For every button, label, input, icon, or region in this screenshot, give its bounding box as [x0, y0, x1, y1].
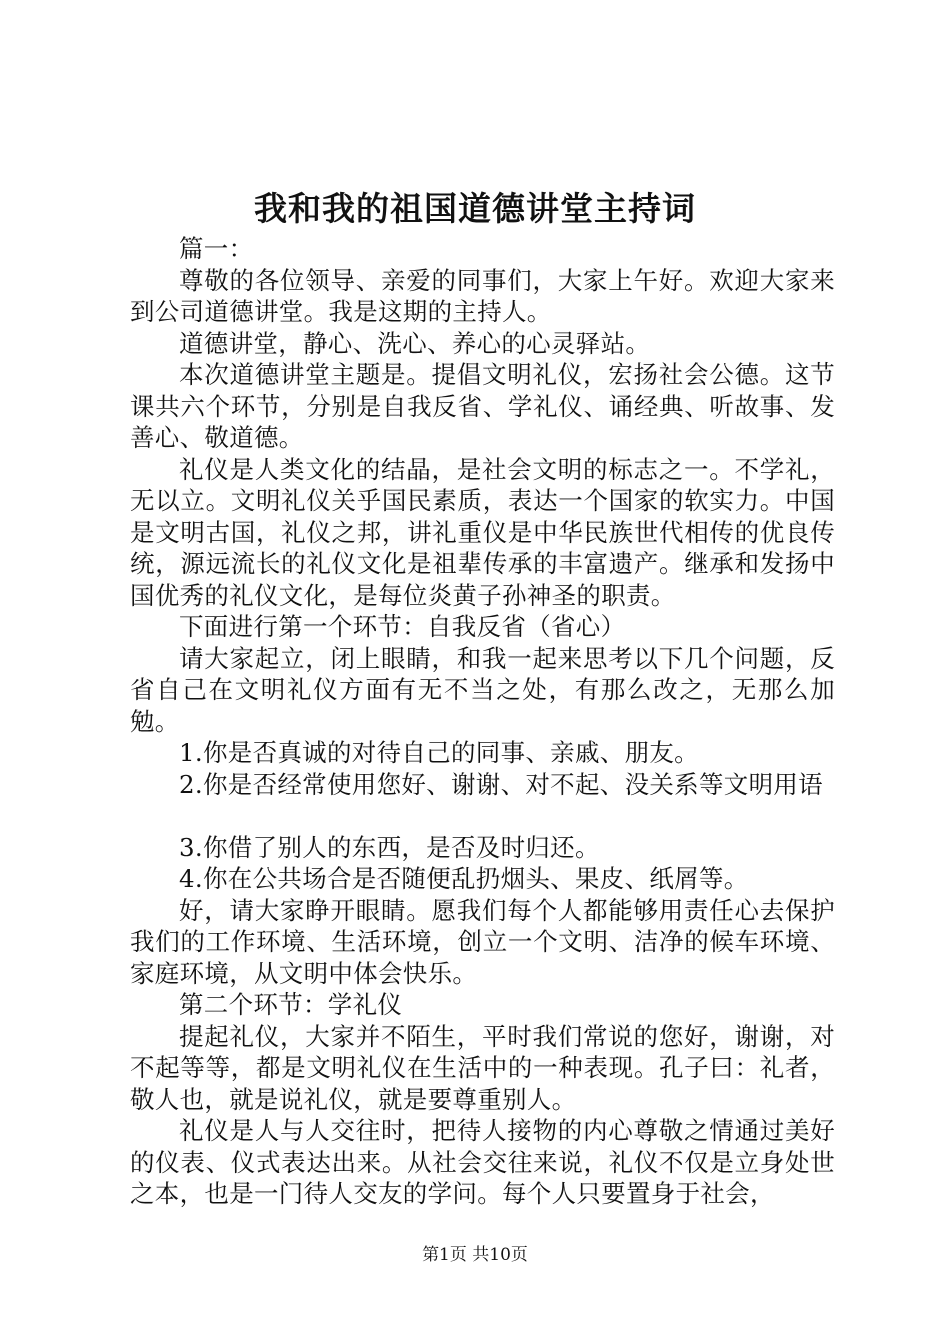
paragraph: 礼仪是人类文化的结晶，是社会文明的标志之一。不学礼，无以立。文明礼仪关乎国民素质，表达一个国家的软实力。中国是文明古国，礼仪之邦，讲礼重仪是中华民族世代相传的优良传统，源远流长的礼仪文化是祖辈传承的丰富遗产。继承和发扬中国优秀的礼仪文化，是每位炎黄子孙神圣的职责。 [130, 454, 835, 610]
paragraph: 请大家起立，闭上眼睛，和我一起来思考以下几个问题，反省自己在文明礼仪方面有无不当之处，有那么改之，无那么加勉。 [130, 643, 835, 736]
list-item: 1.你是否真诚的对待自己的同事、亲戚、朋友。 [179, 738, 699, 767]
paragraph: 提起礼仪，大家并不陌生，平时我们常说的您好，谢谢，对不起等等，都是文明礼仪在生活中的一种表现。孔子曰：礼者，敬人也，就是说礼仪，就是要尊重别人。 [130, 1021, 835, 1114]
paragraph: 礼仪是人与人交往时，把待人接物的内心尊敬之情通过美好的仪表、仪式表达出来。从社会交往来说，礼仪不仅是立身处世之本，也是一门待人交友的学问。每个人只要置身于社会， [130, 1116, 835, 1208]
section-heading: 第二个环节：学礼仪 [179, 990, 403, 1019]
paragraph: 尊敬的各位领导、亲爱的同事们，大家上午好。欢迎大家来到公司道德讲堂。我是这期的主持人。 [130, 265, 835, 326]
paragraph: 好，请大家睁开眼睛。愿我们每个人都能够用责任心去保护我们的工作环境、生活环境，创立一个文明、洁净的候车环境、家庭环境，从文明中体会快乐。 [130, 895, 835, 988]
list-item: 3.你借了别人的东西，是否及时归还。 [179, 832, 600, 862]
section-heading: 篇一： [179, 234, 254, 263]
blank-line [130, 800, 835, 832]
paragraph: 本次道德讲堂主题是。提倡文明礼仪，宏扬社会公德。这节课共六个环节，分别是自我反省、学礼仪、诵经典、听故事、发善心、敬道德。 [130, 360, 835, 452]
list-item: 2.你是否经常使用您好、谢谢、对不起、没关系等文明用语 [179, 769, 823, 799]
list-item: 4.你在公共场合是否随便乱扔烟头、果皮、纸屑等。 [179, 864, 749, 893]
page-title: 我和我的祖国道德讲堂主持词 [254, 189, 696, 228]
page-footer: 第1页 共10页 [422, 1245, 528, 1265]
paragraph: 道德讲堂，静心、洗心、养心的心灵驿站。 [179, 328, 651, 358]
section-heading: 下面进行第一个环节：自我反省（省心） [179, 612, 626, 641]
document-body [130, 233, 835, 1210]
